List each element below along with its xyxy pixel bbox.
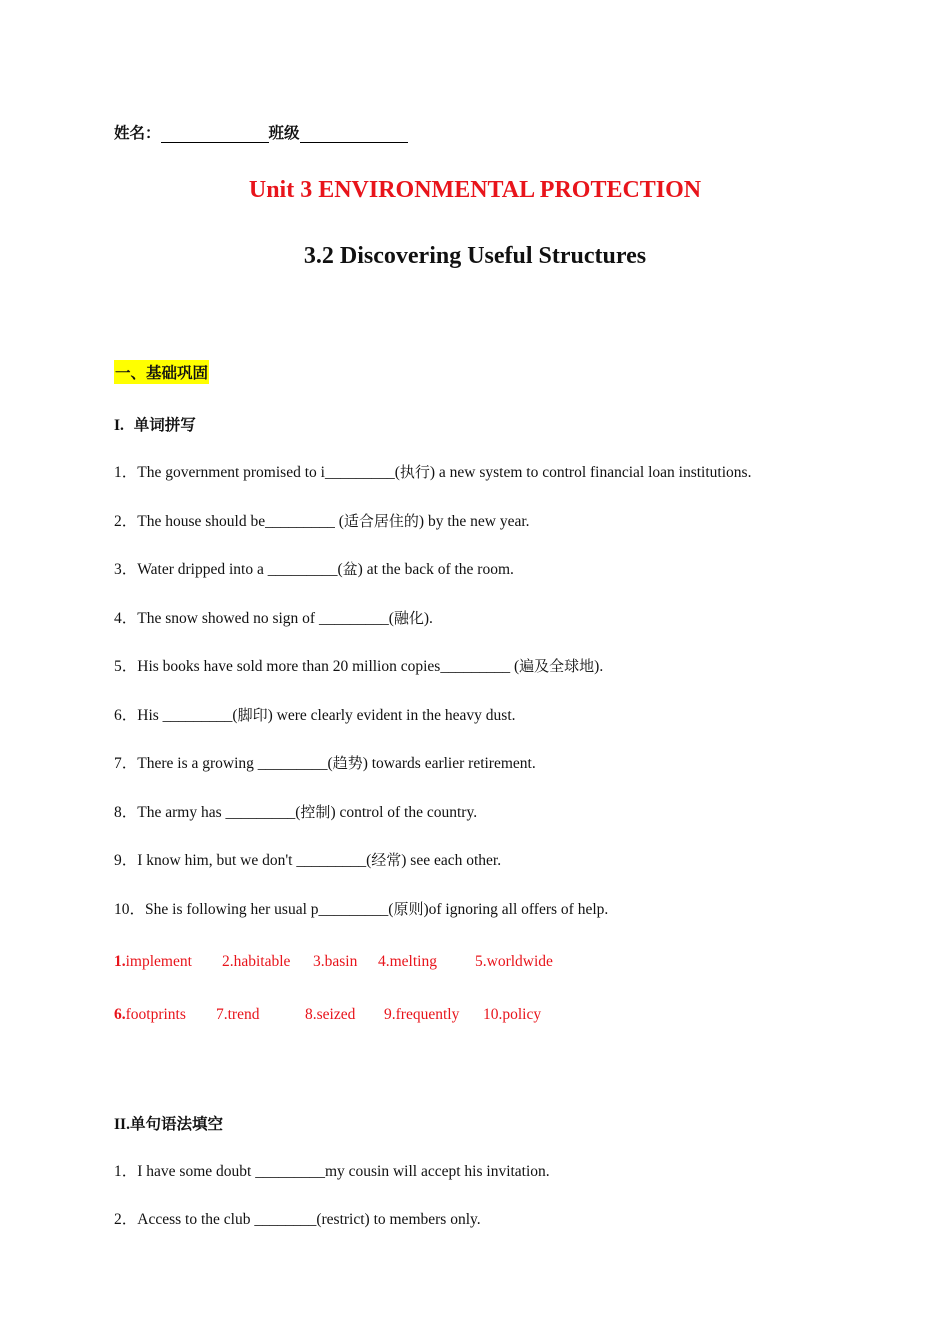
question-text-end: ) towards earlier retirement. [362,755,536,772]
question-text: The snow showed no sign of _________( [137,610,394,627]
class-label: 班级 [268,124,300,142]
answer-item [114,1006,186,1024]
question-item [114,800,477,822]
question-hint: 原则 [393,900,424,918]
name-class-line [114,121,408,143]
part2-heading-text: 单句语法填空 [129,1115,223,1133]
question-item [114,654,603,676]
question-number: 2． [114,513,138,530]
part2-heading-roman: II. [114,1116,130,1133]
lesson-title: 3.2 Discovering Useful Structures [303,243,647,269]
question-number: 1． [114,464,138,481]
name-blank[interactable] [161,126,269,143]
question-text-end: ) were clearly evident in the heavy dust. [267,707,516,724]
question-text-end: ) control of the country. [330,804,478,821]
answer-item: 9.frequently [384,1006,460,1023]
question-item [114,1207,481,1229]
question-item [114,509,530,531]
question-item [114,606,433,628]
question-item [114,557,514,579]
question-hint: 趋势 [332,754,363,772]
question-item [114,1159,550,1181]
question-item [114,460,751,482]
question-item [114,751,536,773]
answer-first-word: footprints [125,1006,186,1023]
question-number: 3． [114,561,138,578]
question-text-end: ) a new system to control financial loan institutions. [429,464,752,481]
question-number: 6． [114,707,138,724]
class-blank[interactable] [300,126,408,143]
question-hint: 适合居住的 [343,512,419,530]
answer-item: 3.basin [313,953,358,970]
question-text: The government promised to i_________( [137,464,400,481]
question-text: I have some doubt _________my cousin will accept his invitation. [137,1163,550,1180]
question-text-end: ). [594,658,604,675]
answer-row-2 [114,1006,814,1028]
answer-first-number: 6. [114,1006,126,1023]
answer-item: 8.seized [305,1006,356,1023]
question-number: 9． [114,852,138,869]
question-text: His books have sold more than 20 million copies_________ ( [137,658,520,675]
question-text: There is a growing _________( [137,755,333,772]
part2-heading [114,1112,223,1134]
answer-item [114,953,192,971]
question-number: 1． [114,1163,138,1180]
question-number: 8． [114,804,138,821]
question-number: 5． [114,658,138,675]
answer-item: 2.habitable [222,953,291,970]
question-text-end: ) by the new year. [418,513,530,530]
answer-item: 7.trend [216,1006,260,1023]
question-item [114,848,501,870]
question-text: The house should be_________ ( [137,513,344,530]
answer-item: 4.melting [378,953,437,970]
question-text: His _________( [137,707,238,724]
question-hint: 盆 [342,560,358,578]
question-text-end: ). [423,610,433,627]
question-hint: 经常 [371,851,402,869]
question-text-end: ) at the back of the room. [357,561,514,578]
question-number: 10． [114,901,146,918]
question-hint: 脚印 [237,706,268,724]
name-label: 姓名： [114,124,161,142]
section-heading-basic: 一、基础巩固 [114,360,209,384]
question-item [114,897,608,919]
part1-heading-roman: I. [114,417,124,434]
question-number: 4． [114,610,138,627]
answer-first-number: 1. [114,953,126,970]
question-text: She is following her usual p_________( [145,901,394,918]
question-text: I know him, but we don't _________( [137,852,372,869]
question-text: Water dripped into a _________( [137,561,343,578]
part1-heading [114,413,196,435]
answer-first-word: implement [125,953,192,970]
question-hint: 执行 [399,463,430,481]
question-text: The army has _________( [137,804,301,821]
question-number: 7． [114,755,138,772]
question-text-end: ) see each other. [401,852,502,869]
question-hint: 控制 [300,803,331,821]
question-hint: 融化 [393,609,424,627]
answer-row-1 [114,953,814,975]
question-text-end: )of ignoring all offers of help. [423,901,609,918]
unit-title: Unit 3 ENVIRONMENTAL PROTECTION [248,177,702,203]
answer-item: 5.worldwide [475,953,553,970]
question-number: 2． [114,1211,138,1228]
part1-heading-text: 单词拼写 [133,416,196,434]
question-text: Access to the club ________(restrict) to members only. [137,1211,481,1228]
question-hint: 遍及全球地 [519,657,595,675]
answer-item: 10.policy [483,1006,542,1023]
question-item [114,703,516,725]
